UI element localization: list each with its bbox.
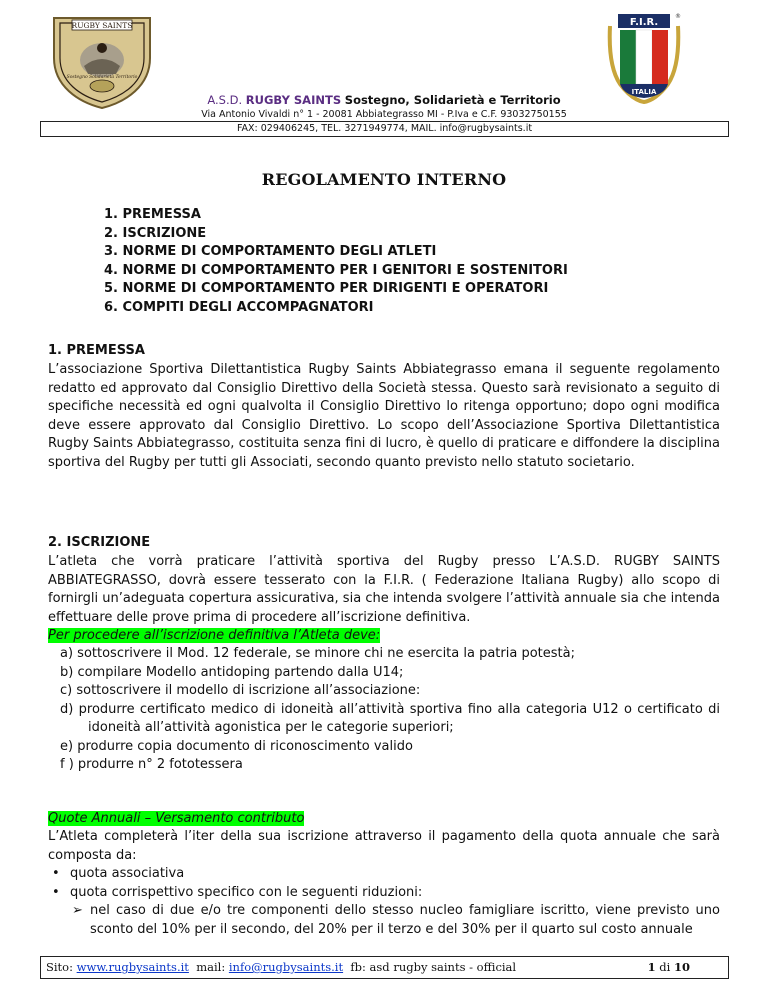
section-text-premessa: L’associazione Sportiva Dilettantistica Rugby Saints Abbiategrasso emana il seguente regolamento redatto ed approvato dal Consiglio Direttivo della Società stessa. Questo sarà revisionato a seguito di specifiche necessità ed ogni qualvolta il Consiglio Direttivo lo ritenga opportuno; dopo ogni modifica deve essere approvato dal Consiglio Direttivo. Lo scopo dell’Associazione Sportiva Dilettantistica Rugby Saints Abbiategrasso, costituita senza fini di lucro, è quello di praticare e diffondere la disciplina sportiva del Rugby per tutti gli Associati, secondo quanto previsto nello statuto societario. bbox=[48, 362, 720, 470]
list-item: c) sottoscrivere il modello di iscrizione all’associazione: bbox=[60, 683, 421, 698]
list-item: e) produrre copia documento di riconoscimento valido bbox=[60, 738, 413, 754]
brand-prefix: A.S.D. bbox=[207, 93, 243, 107]
list-item: d) produrre certificato medico di idoneità all’attività sportiva fino alla categoria U12 o certificato di idoneità all’attività agonistica per le categorie superiori; bbox=[60, 701, 720, 735]
footer-mail-link[interactable]: info@rugbysaints.it bbox=[228, 960, 344, 974]
list-item: a) sottoscrivere il Mod. 12 federale, se minore chi ne esercita la patria potestà; bbox=[60, 646, 575, 661]
list-item: • quota associativa bbox=[48, 865, 720, 884]
svg-text:F.I.R.: F.I.R. bbox=[629, 17, 659, 28]
page-current: 1 bbox=[647, 960, 656, 974]
quote-bullets bbox=[48, 865, 720, 902]
toc-item: 4. NORME DI COMPORTAMENTO PER I GENITORI E SOSTENITORI bbox=[104, 262, 568, 278]
list-item: b) compilare Modello antidoping partendo dalla U14; bbox=[60, 664, 404, 680]
page-footer bbox=[40, 956, 729, 979]
list-item: • quota corrispettivo specifico con le seguenti riduzioni: bbox=[48, 884, 720, 903]
quote-heading bbox=[48, 810, 304, 829]
page-separator: di bbox=[659, 960, 671, 974]
arrow-bullet-icon: ➢ bbox=[72, 903, 83, 918]
discount-list bbox=[48, 902, 720, 939]
section-heading-iscrizione: 2. ISCRIZIONE bbox=[48, 535, 151, 550]
list-item: f ) produrre n° 2 fototessera bbox=[60, 757, 243, 772]
svg-text:RUGBY SAINTS: RUGBY SAINTS bbox=[71, 21, 133, 30]
section-heading-premessa: 1. PREMESSA bbox=[48, 343, 145, 358]
quote-text: L’Atleta completerà l’iter della sua iscrizione attraverso il pagamento della quota annuale che sarà composta da: bbox=[48, 829, 720, 863]
list-item: ➢ nel caso di due e/o tre componenti dello stesso nucleo famigliare iscritto, viene previsto uno sconto del 10% per il secondo, del 20% per il terzo e del 30% per il quarto sul costo annuale bbox=[72, 903, 720, 937]
requirements-heading bbox=[48, 627, 380, 646]
toc-item: 5. NORME DI COMPORTAMENTO PER DIRIGENTI E OPERATORI bbox=[104, 281, 549, 296]
requirements-highlight: Per procedere all’iscrizione definitiva l’Atleta deve: bbox=[48, 628, 381, 643]
bullet-icon: • bbox=[52, 866, 60, 881]
brand-tagline: Sostegno, Solidarietà e Territorio bbox=[344, 93, 561, 107]
toc-item: 2. ISCRIZIONE bbox=[104, 225, 207, 241]
header-address: Via Antonio Vivaldi n° 1 - 20081 Abbiategrasso MI - P.Iva e C.F. 93032750155 bbox=[201, 109, 567, 120]
requirements-list bbox=[48, 645, 720, 775]
toc-item: 6. COMPITI DEGLI ACCOMPAGNATORI bbox=[104, 299, 374, 315]
svg-text:ITALIA: ITALIA bbox=[631, 88, 657, 96]
toc-item: 3. NORME DI COMPORTAMENTO DEGLI ATLETI bbox=[104, 244, 437, 259]
document-title: REGOLAMENTO INTERNO bbox=[261, 170, 507, 189]
footer-site-label: Sito: bbox=[46, 960, 73, 974]
page-total: 10 bbox=[673, 960, 690, 974]
table-of-contents bbox=[104, 206, 568, 317]
footer-site-link[interactable]: www.rugbysaints.it bbox=[76, 960, 189, 974]
section-text-iscrizione: L’atleta che vorrà praticare l’attività sportiva del Rugby presso L’A.S.D. RUGBY SAINTS ABBIATEGRASSO, dovrà essere tesserato con la F.I.R. ( Federazione Italiana Rugby) allo scopo di fornirgli un’adeguata copertura assicurativa, sia che intenda svolgere l’attività annuale sia che intenda effettuare delle prove prima di procedere all’iscrizione definitiva. bbox=[48, 554, 720, 625]
footer-mail-label: mail: bbox=[196, 960, 226, 974]
svg-text:Sostegno Solidarietà Territori: Sostegno Solidarietà Territorio bbox=[66, 75, 138, 80]
page-number bbox=[648, 957, 690, 978]
brand-name: RUGBY SAINTS bbox=[245, 93, 342, 107]
bullet-icon: • bbox=[52, 884, 60, 900]
footer-fb: fb: asd rugby saints - official bbox=[350, 960, 517, 974]
toc-item: 1. PREMESSA bbox=[104, 207, 201, 222]
quote-highlight: Quote Annuali – Versamento contributo bbox=[48, 811, 305, 826]
header-org-line bbox=[40, 93, 728, 107]
svg-text:®: ® bbox=[675, 13, 681, 20]
header-contacts: FAX: 029406245, TEL. 3271949774, MAIL. info@rugbysaints.it bbox=[40, 121, 729, 137]
